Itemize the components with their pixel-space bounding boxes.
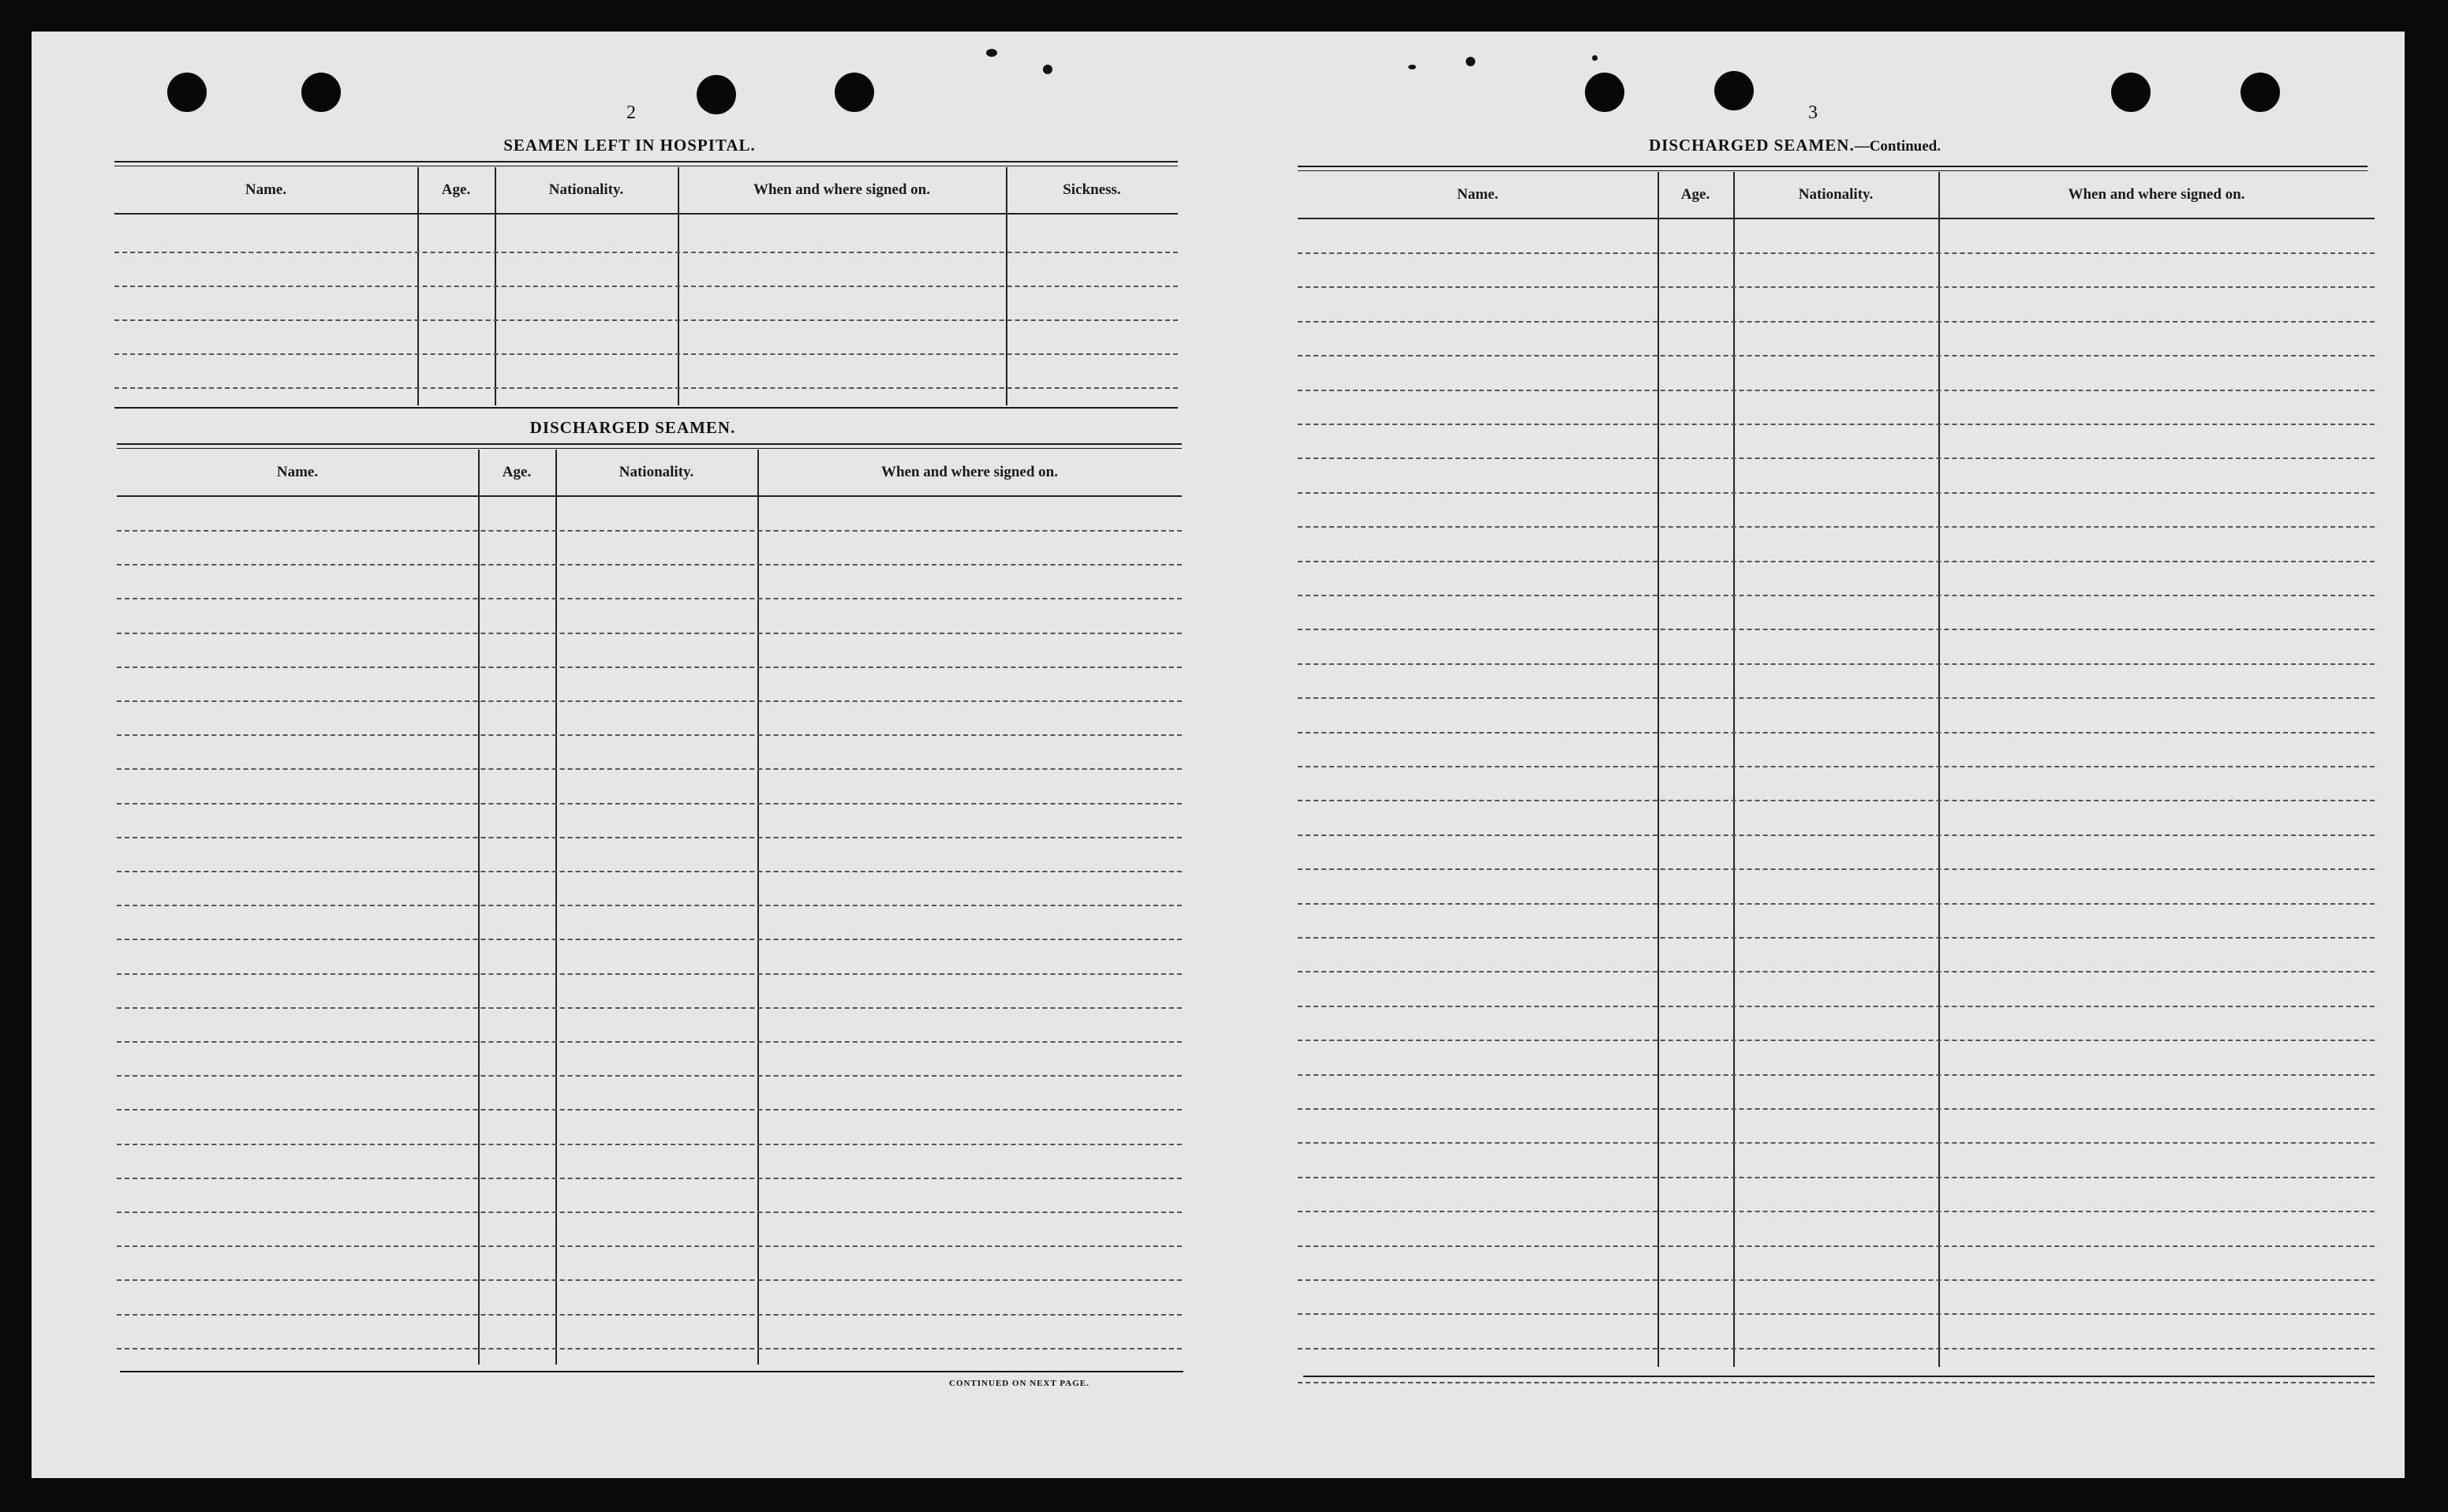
entry-line: [114, 286, 1178, 287]
column-divider: [1733, 172, 1735, 1367]
entry-line: [1298, 766, 2375, 767]
discharged-section-title: DISCHARGED SEAMEN.: [529, 418, 736, 437]
col-header-age: Age.: [1680, 186, 1710, 203]
entry-line: [1298, 1074, 2375, 1076]
entry-line: [117, 666, 1182, 668]
entry-line: [117, 1279, 1182, 1281]
entry-line: [1298, 1348, 2375, 1350]
col-header-signed-on: When and where signed on.: [753, 181, 930, 198]
entry-line: [1298, 1040, 2375, 1041]
header-underline: [114, 213, 1178, 215]
entry-line: [114, 353, 1178, 355]
entry-line: [1298, 526, 2375, 528]
entry-line: [1298, 1245, 2375, 1247]
entry-line: [1298, 1006, 2375, 1007]
entry-line: [117, 1178, 1182, 1179]
col-header-age: Age.: [502, 464, 532, 480]
entry-line: [1298, 697, 2375, 699]
entry-line: [1298, 1211, 2375, 1212]
entry-line: [117, 973, 1182, 975]
ledger-sheet: [32, 32, 2405, 1478]
entry-line: [1298, 1108, 2375, 1110]
entry-line: [1298, 629, 2375, 630]
entry-line: [1298, 732, 2375, 734]
entry-line: [117, 837, 1182, 838]
entry-line: [117, 598, 1182, 599]
discharged-bottom-rule: [120, 1371, 1183, 1372]
entry-line: [117, 633, 1182, 634]
col-header-signed-on: When and where signed on.: [2068, 186, 2245, 203]
col-header-age: Age.: [441, 181, 471, 198]
ink-speck: [986, 49, 997, 57]
right-top-rule: [1298, 166, 2368, 167]
col-header-nationality: Nationality.: [619, 464, 694, 480]
entry-line: [1298, 252, 2375, 254]
entry-line: [114, 319, 1178, 321]
ink-speck: [1043, 65, 1052, 74]
entry-line: [1298, 1313, 2375, 1315]
entry-line: [1298, 286, 2375, 288]
col-header-sickness: Sickness.: [1063, 181, 1121, 198]
entry-line: [117, 1314, 1182, 1316]
hospital-top-rule: [114, 161, 1178, 162]
entry-line: [117, 1144, 1182, 1145]
header-underline: [1298, 218, 2375, 219]
continued-footer: CONTINUED ON NEXT PAGE.: [949, 1379, 1089, 1388]
entry-line: [117, 1245, 1182, 1247]
entry-line: [117, 803, 1182, 805]
entry-line: [117, 1041, 1182, 1043]
page-number-left: 2: [626, 103, 636, 123]
entry-line: [1298, 355, 2375, 357]
ink-speck: [1408, 65, 1416, 69]
entry-line: [117, 700, 1182, 702]
hospital-section-title: SEAMEN LEFT IN HOSPITAL.: [503, 136, 756, 155]
entry-line: [117, 1348, 1182, 1350]
punch-hole: [2241, 73, 2280, 112]
column-divider: [1658, 172, 1659, 1367]
entry-line: [1298, 971, 2375, 973]
discharged-table-left: [117, 450, 1182, 1365]
col-header-nationality: Nationality.: [1798, 186, 1874, 203]
entry-line: [1298, 390, 2375, 391]
entry-line: [1298, 663, 2375, 665]
header-underline: [117, 495, 1182, 497]
column-divider: [1938, 172, 1940, 1367]
title-main: DISCHARGED SEAMEN.: [1649, 136, 1855, 155]
col-header-nationality: Nationality.: [548, 181, 624, 198]
punch-hole: [2111, 73, 2151, 112]
entry-line: [1298, 457, 2375, 459]
punch-hole: [1714, 71, 1754, 110]
punch-hole: [1585, 73, 1624, 112]
right-top-rule-inner: [1298, 170, 2368, 171]
punch-hole: [835, 73, 874, 112]
entry-line: [1298, 561, 2375, 562]
entry-line: [1298, 1382, 2375, 1383]
discharged-top-rule: [117, 443, 1182, 445]
punch-hole: [697, 75, 736, 114]
title-continued: —Continued.: [1854, 138, 1941, 155]
entry-line: [1298, 321, 2375, 323]
entry-line: [114, 387, 1178, 389]
entry-line: [117, 905, 1182, 906]
entry-line: [1298, 595, 2375, 596]
right-bottom-rule: [1303, 1376, 2375, 1377]
entry-line: [1298, 1142, 2375, 1144]
entry-line: [117, 530, 1182, 532]
hospital-bottom-rule: [114, 407, 1178, 409]
entry-line: [117, 1075, 1182, 1077]
entry-line: [1298, 868, 2375, 870]
entry-line: [114, 252, 1178, 253]
entry-line: [117, 1007, 1182, 1009]
page-number-right: 3: [1808, 103, 1818, 123]
entry-line: [1298, 492, 2375, 494]
entry-line: [117, 564, 1182, 566]
entry-line: [117, 734, 1182, 736]
punch-hole: [301, 73, 341, 112]
column-divider: [478, 450, 480, 1365]
entry-line: [1298, 903, 2375, 905]
discharged-top-rule-inner: [117, 448, 1182, 449]
discharged-table-right: [1298, 172, 2375, 1367]
col-header-signed-on: When and where signed on.: [880, 464, 1058, 480]
ink-speck: [1466, 57, 1475, 66]
hospital-table: [114, 167, 1178, 405]
col-header-name: Name.: [276, 464, 319, 480]
entry-line: [117, 871, 1182, 872]
entry-line: [1298, 1177, 2375, 1178]
column-divider: [757, 450, 759, 1365]
col-header-name: Name.: [245, 181, 287, 198]
entry-line: [117, 939, 1182, 940]
entry-line: [1298, 1279, 2375, 1281]
col-header-name: Name.: [1456, 186, 1499, 203]
entry-line: [117, 1211, 1182, 1213]
column-divider: [555, 450, 557, 1365]
entry-line: [1298, 424, 2375, 425]
entry-line: [1298, 937, 2375, 939]
punch-hole: [167, 73, 207, 112]
ink-speck: [1592, 55, 1598, 61]
entry-line: [117, 1109, 1182, 1111]
entry-line: [117, 768, 1182, 770]
entry-line: [1298, 800, 2375, 801]
entry-line: [1298, 834, 2375, 836]
discharged-continued-title: [1649, 136, 1941, 155]
